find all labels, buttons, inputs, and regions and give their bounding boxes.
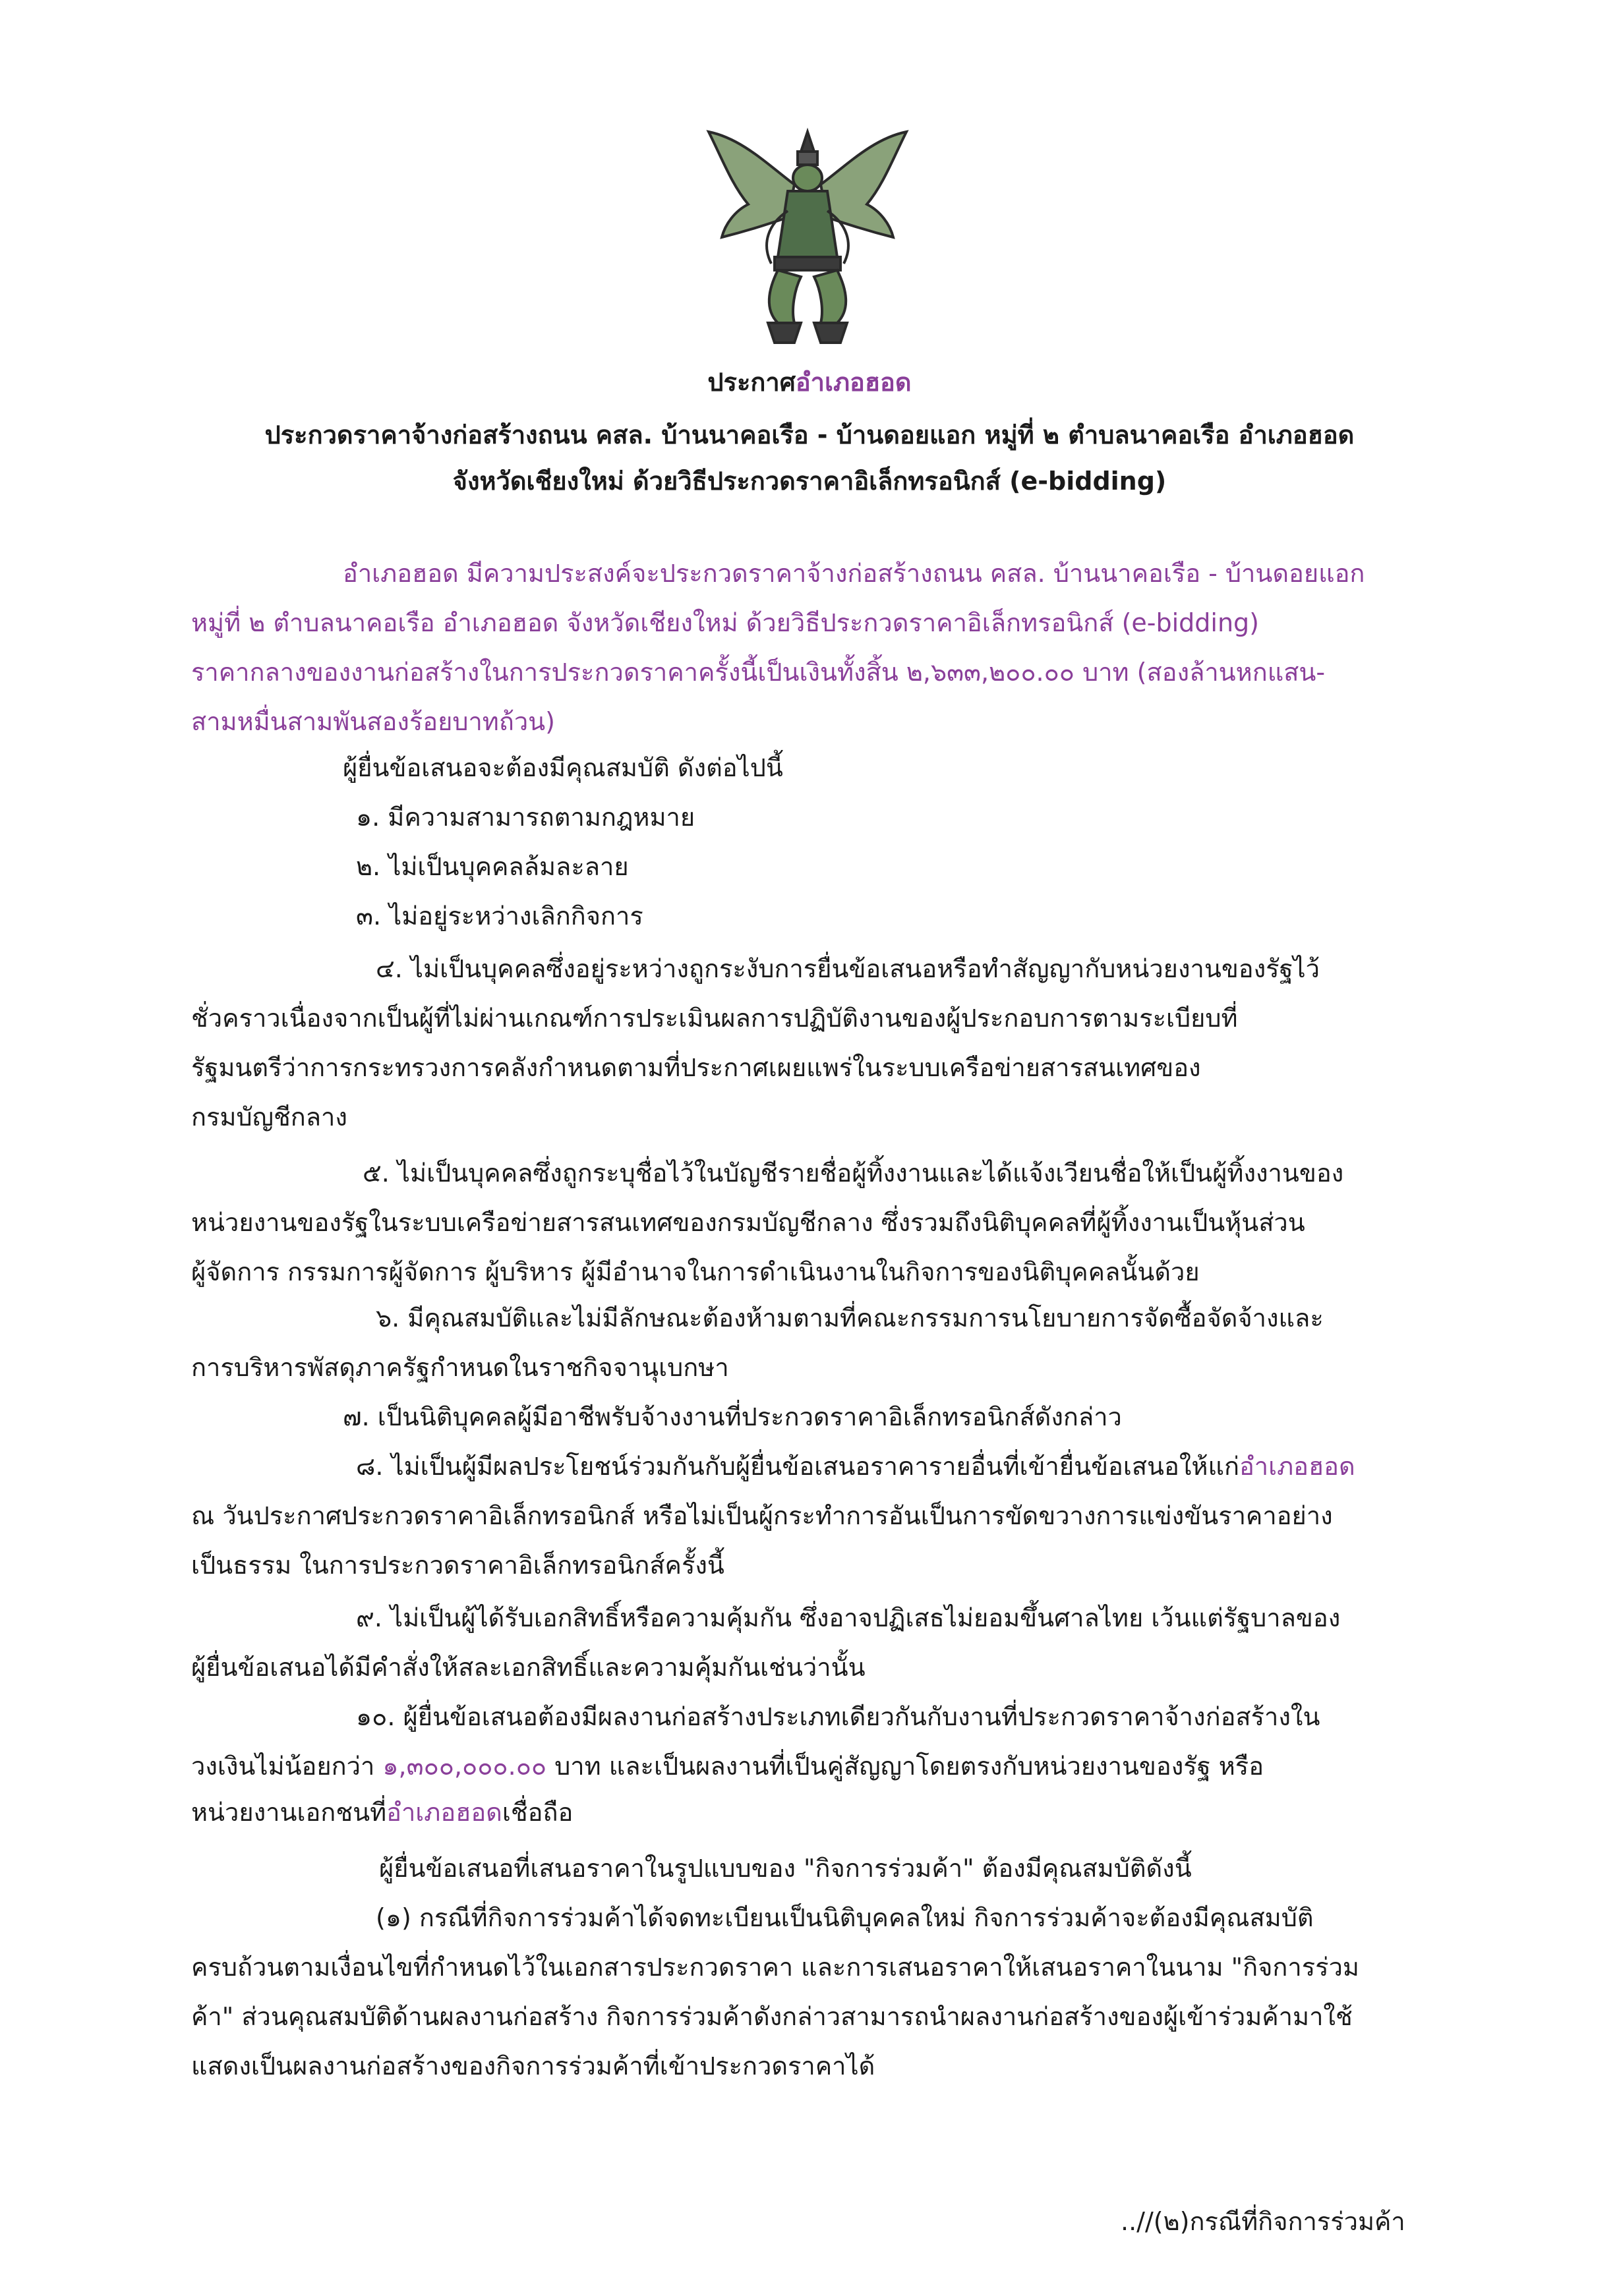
q10-text-e: เชื่อถือ	[502, 1798, 574, 1827]
announce-prefix: ประกาศ	[707, 368, 796, 397]
qualification-10-line-3	[191, 1786, 573, 1839]
joint-venture-heading: ผู้ยื่นข้อเสนอที่เสนอราคาในรูปแบบของ "กิจการร่วมค้า" ต้องมีคุณสมบัติดังนี้	[379, 1854, 1192, 1883]
joint-venture-1-line-2: ครบถ้วนตามเงื่อนไขที่กำหนดไว้ในเอกสารประกวดราคา และการเสนอราคาให้เสนอราคาในนาม "กิจการร่วม	[191, 1953, 1359, 1982]
qualification-4-line-1: ๔. ไม่เป็นบุคคลซึ่งอยู่ระหว่างถูกระงับการยื่นข้อเสนอหรือทำสัญญากับหน่วยงานของรัฐไว้	[376, 954, 1320, 983]
subject-line-1: ประกวดราคาจ้างก่อสร้างถนน คสล. บ้านนาคอเรือ - บ้านดอยแอก หมู่ที่ ๒ ตำบลนาคอเรือ อำเภอฮอด	[264, 420, 1355, 449]
qualification-9-line-2: ผู้ยื่นข้อเสนอได้มีคำสั่งให้สละเอกสิทธิ์และความคุ้มกันเช่นว่านั้น	[191, 1653, 866, 1682]
subject-line-2: จังหวัดเชียงใหม่ ด้วยวิธีประกวดราคาอิเล็กทรอนิกส์ (e-bidding)	[452, 467, 1167, 496]
intro-line-3: ราคากลางของงานก่อสร้างในการประกวดราคาครั้งนี้เป็นเงินทั้งสิ้น ๒,๖๓๓,๒๐๐.๐๐ บาท (สองล้านหกแสน-	[191, 658, 1326, 687]
q10-amount: ๑,๓๐๐,๐๐๐.๐๐	[382, 1752, 547, 1781]
q10-text-d: หน่วยงานเอกชนที่	[191, 1798, 387, 1827]
intro-line-1: อำเภอฮอด มีความประสงค์จะประกวดราคาจ้างก่อสร้างถนน คสล. บ้านนาคอเรือ - บ้านดอยแอก	[343, 559, 1365, 588]
qualification-6-line-1: ๖. มีคุณสมบัติและไม่มีลักษณะต้องห้ามตามที่คณะกรรมการนโยบายการจัดซื้อจัดจ้างและ	[376, 1304, 1324, 1333]
announce-org: อำเภอฮอด	[795, 368, 912, 397]
q10-text-c: บาท และเป็นผลงานที่เป็นคู่สัญญาโดยตรงกับหน่วยงานของรัฐ หรือ	[546, 1752, 1264, 1781]
qualification-5-line-2: หน่วยงานของรัฐในระบบเครือข่ายสารสนเทศของกรมบัญชีกลาง ซึ่งรวมถึงนิติบุคคลที่ผู้ทิ้งงานเป็นหุ้นส่วน	[191, 1208, 1305, 1237]
qualification-3: ๓. ไม่อยู่ระหว่างเลิกกิจการ	[356, 902, 643, 931]
qualification-5-line-1: ๕. ไม่เป็นบุคคลซึ่งถูกระบุชื่อไว้ในบัญชีรายชื่อผู้ทิ้งงานและได้แจ้งเวียนชื่อให้เป็นผู้ทิ้งงานของ	[363, 1159, 1344, 1188]
qualification-10-line-1: ๑๐. ผู้ยื่นข้อเสนอต้องมีผลงานก่อสร้างประเภทเดียวกันกับงานที่ประกวดราคาจ้างก่อสร้างใน	[356, 1702, 1320, 1731]
q10-org: อำเภอฮอด	[386, 1798, 502, 1827]
joint-venture-1-line-4: แสดงเป็นผลงานก่อสร้างของกิจการร่วมค้าที่เข้าประกวดราคาได้	[191, 2052, 875, 2081]
qualifications-heading: ผู้ยื่นข้อเสนอจะต้องมีคุณสมบัติ ดังต่อไปนี้	[343, 753, 783, 782]
garuda-emblem-icon	[695, 125, 920, 349]
intro-line-4: สามหมื่นสามพันสองร้อยบาทถ้วน)	[191, 707, 555, 736]
q10-text-a: วงเงินไม่น้อยกว่า	[191, 1752, 383, 1781]
qualification-5-line-3: ผู้จัดการ กรรมการผู้จัดการ ผู้บริหาร ผู้มีอำนาจในการดำเนินงานในกิจการของนิติบุคคลนั้นด้วย	[191, 1257, 1200, 1286]
q8-org: อำเภอฮอด	[1239, 1452, 1355, 1481]
qualification-9-line-1: ๙. ไม่เป็นผู้ได้รับเอกสิทธิ์หรือความคุ้มกัน ซึ่งอาจปฏิเสธไม่ยอมขึ้นศาลไทย เว้นแต่รัฐบาลของ	[356, 1603, 1341, 1632]
qualification-8-line-2: ณ วันประกาศประกวดราคาอิเล็กทรอนิกส์ หรือไม่เป็นผู้กระทำการอันเป็นการขัดขวางการแข่งขันราคาอย่าง	[191, 1501, 1333, 1530]
continuation-note: ..//(๒)กรณีที่กิจการร่วมค้า	[1121, 2207, 1405, 2236]
joint-venture-1-line-1: (๑) กรณีที่กิจการร่วมค้าได้จดทะเบียนเป็นนิติบุคคลใหม่ กิจการร่วมค้าจะต้องมีคุณสมบัติ	[376, 1903, 1314, 1932]
qualification-4-line-3: รัฐมนตรีว่าการกระทรวงการคลังกำหนดตามที่ประกาศเผยแพร่ในระบบเครือข่ายสารสนเทศของ	[191, 1053, 1201, 1082]
qualification-7: ๗. เป็นนิติบุคคลผู้มีอาชีพรับจ้างงานที่ประกวดราคาอิเล็กทรอนิกส์ดังกล่าว	[343, 1402, 1122, 1431]
intro-line-2: หมู่ที่ ๒ ตำบลนาคอเรือ อำเภอฮอด จังหวัดเชียงใหม่ ด้วยวิธีประกวดราคาอิเล็กทรอนิกส์ (e-bidding)	[191, 608, 1259, 637]
qualification-8-line-3: เป็นธรรม ในการประกวดราคาอิเล็กทรอนิกส์ครั้งนี้	[191, 1551, 724, 1580]
joint-venture-1-line-3: ค้า" ส่วนคุณสมบัติด้านผลงานก่อสร้าง กิจการร่วมค้าดังกล่าวสามารถนำผลงานก่อสร้างของผู้เข้าร่วมค้ามาใช้	[191, 2002, 1353, 2031]
qualification-4-line-2: ชั่วคราวเนื่องจากเป็นผู้ที่ไม่ผ่านเกณฑ์การประเมินผลการปฏิบัติงานของผู้ประกอบการตามระเบียบที่	[191, 1004, 1238, 1033]
qualification-4-line-4: กรมบัญชีกลาง	[191, 1103, 347, 1132]
q8-text: ๘. ไม่เป็นผู้มีผลประโยชน์ร่วมกันกับผู้ยื่นข้อเสนอราคารายอื่นที่เข้ายื่นข้อเสนอให้แก่	[356, 1452, 1239, 1481]
qualification-1: ๑. มีความสามารถตามกฎหมาย	[356, 803, 695, 832]
qualification-2: ๒. ไม่เป็นบุคคลล้มละลาย	[356, 852, 629, 881]
announcement-title	[0, 362, 1619, 402]
qualification-8-line-1	[356, 1440, 1355, 1493]
qualification-6-line-2: การบริหารพัสดุภาครัฐกำหนดในราชกิจจานุเบกษา	[191, 1353, 729, 1382]
qualification-10-line-2	[191, 1740, 1264, 1793]
